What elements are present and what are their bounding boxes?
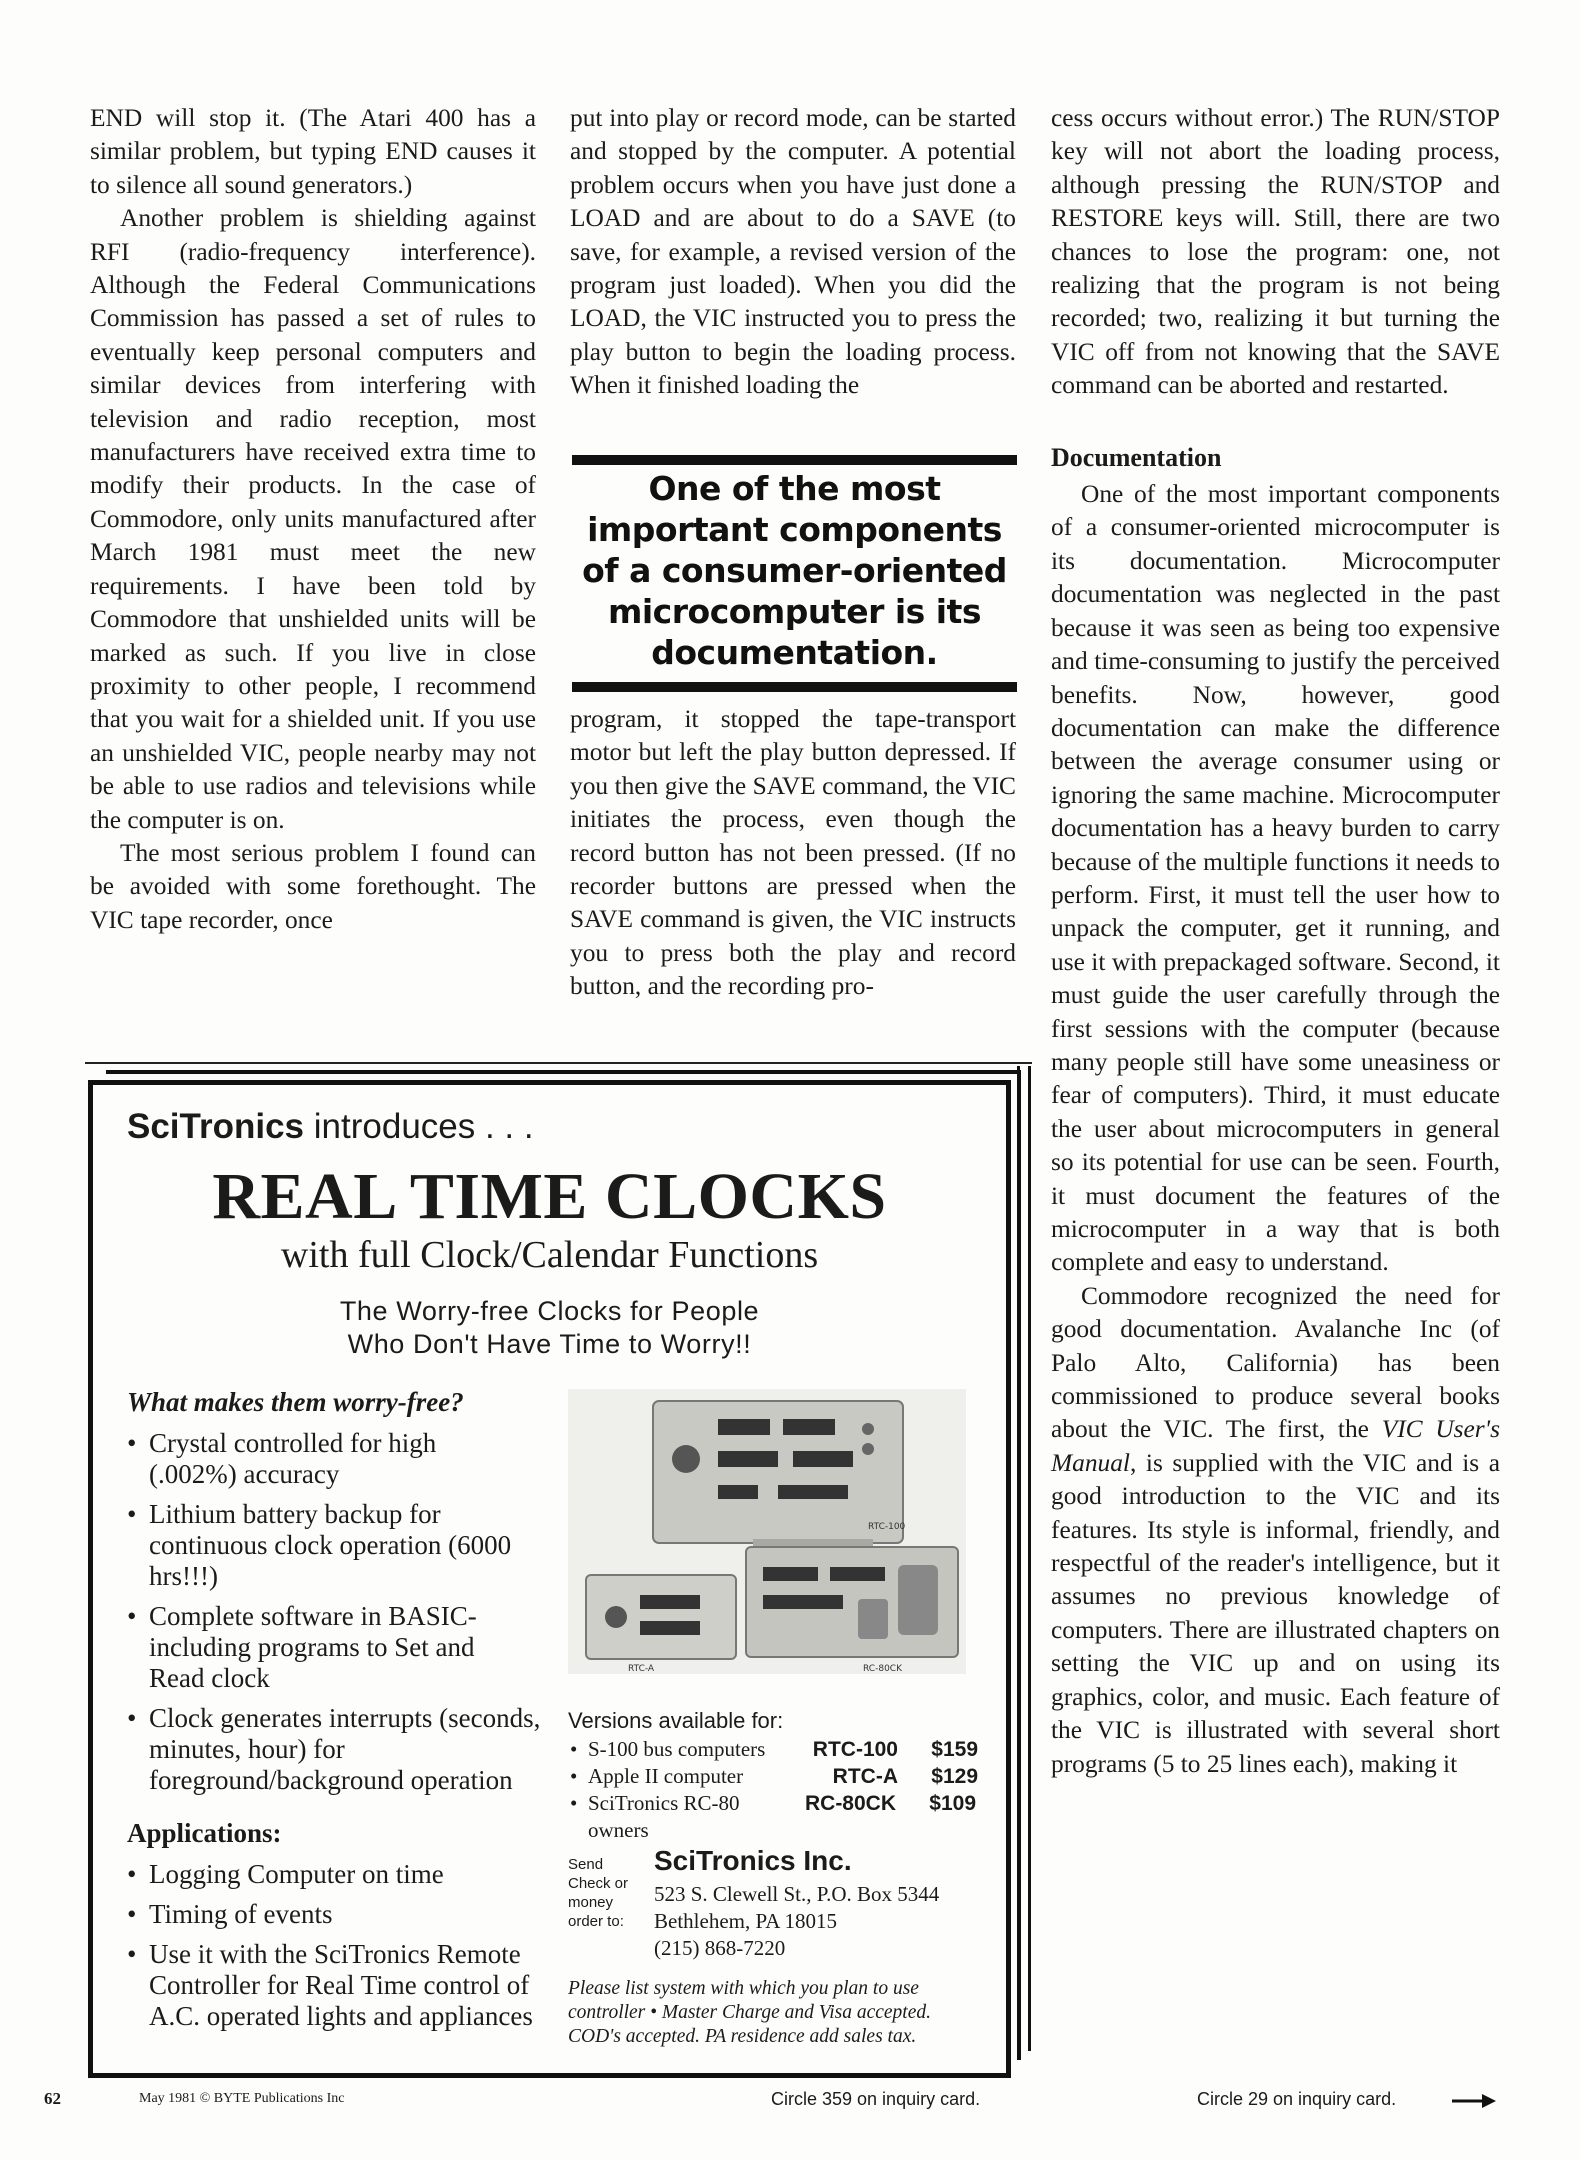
inquiry-note-ad: Circle 359 on inquiry card.: [771, 2089, 981, 2109]
ad-feature-list: [127, 1387, 617, 2041]
order-note: Please list system with which you plan to use controller • Master Charge and Visa accepted. COD's accepted. PA residence add sales tax.: [568, 1978, 931, 2047]
board-label: RC-80CK: [863, 1664, 902, 1674]
application-item: • Logging Computer on time: [127, 1859, 617, 1890]
company-name: SciTronics Inc.: [654, 1845, 852, 1876]
ad-top-rule: [85, 1062, 1032, 1064]
feature-item: • Lithium battery backup for continuous clock operation (6000 hrs!!!): [127, 1499, 549, 1592]
paragraph: put into play or record mode, can be started and stopped by the computer. A potential problem occurs when you have just done a LOAD and are about to do a SAVE (to save, for example, a revised version of the program just loaded). When you did the LOAD, the VIC instructed you to press the play button to begin the loading process. When it finished loading the: [570, 104, 1016, 400]
arrow-right-icon: [1452, 2091, 1496, 2111]
inquiry-note-next: Circle 29 on inquiry card.: [1197, 2089, 1397, 2109]
article-column-2-bottom: [570, 703, 1016, 1004]
feature-item: • Complete software in BASIC- including programs to Set and Read clock: [127, 1601, 479, 1694]
applications-heading: Applications:: [127, 1818, 282, 1848]
version-row: • S-100 bus computers RTC-100 $159: [568, 1736, 978, 1763]
versions-heading: Versions available for:: [568, 1708, 784, 1733]
book-title: VIC User's Manual: [1051, 1415, 1500, 1477]
paragraph: The most serious problem I found can be avoided with some forethought. The VIC tape recorder, once: [90, 838, 536, 934]
pull-quote-rule-bottom: [572, 682, 1017, 692]
paragraph: END will stop it. (The Atari 400 has a similar problem, but typing END causes it to silence all sound generators.): [90, 104, 536, 199]
feature-item: • Clock generates interrupts (seconds, minutes, hour) for foreground/background operation: [127, 1703, 569, 1796]
board-rc-80ck: [746, 1547, 958, 1674]
scitronics-advertisement: [88, 1080, 1011, 2078]
board-label: RTC-A: [628, 1664, 655, 1674]
paragraph: Another problem is shielding against RFI (radio-frequency interference). Although the Federal Communications Commission has passed a set of rules to eventually keep personal computers and similar devices from interfering with television and radio reception, most manufacturers have received extra time to modify their products. In the case of Commodore, only units manufactured after March 1981 must meet the new requirements. I have been told by Commodore that unshielded units will be marked as such. If you live in close proximity to other people, I recommend that you wait for a shielded unit. If you use an unshielded VIC, people nearby may not be able to use radios and televisions while the computer is on.: [90, 204, 536, 834]
ad-intro-suffix: introduces . . .: [313, 1107, 534, 1146]
ad-side-rule: [1017, 1066, 1031, 2051]
paragraph: program, it stopped the tape-transport motor but left the play button depressed. If you then give the SAVE command, the VIC initiates the process, even though the record button has not been pressed. (If no recorder buttons are pressed when the SAVE command is given, the VIC instructs you to press both the play and record button, and the recording pro-: [570, 705, 1016, 1001]
board-rtc-a: [586, 1575, 736, 1674]
feature-item: • Crystal controlled for high (.002%) accuracy: [127, 1428, 479, 1490]
application-item: • Timing of events: [127, 1899, 617, 1930]
versions-table: [568, 1707, 978, 1844]
company-address: 523 S. Clewell St., P.O. Box 5344 Bethlehem, PA 18015 (215) 868-7220: [654, 1882, 940, 1960]
ad-subtitle: with full Clock/Calendar Functions: [280, 1234, 819, 1276]
application-item: • Use it with the SciTronics Remote Controller for Real Time control of A.C. operated lights and appliances: [127, 1939, 569, 2032]
pull-quote: One of the most important components of a consumer-oriented microcomputer is its documentation.: [582, 469, 1007, 672]
board-rtc-100: [653, 1401, 906, 1549]
ad-tagline: The Worry-free Clocks for People Who Don't Have Time to Worry!!: [339, 1296, 760, 1359]
page-number: 62: [44, 2089, 61, 2108]
paragraph: One of the most important components of a consumer-oriented microcomputer is its documentation. Microcomputer documentation was neglected in the past because it was seen as being too expensive and time-consuming to justify the perceived benefits. Now, however, good documentation can make the difference between the average consumer using or ignoring the same machine. Microcomputer documentation has a heavy burden to carry because of the multiple functions it needs to perform. First, it must tell the user how to unpack the computer, get it running, and use it with prepackaged software. Second, it must guide the user carefully through the first sessions with the computer (because many people still have some uneasiness or fear of computers). Third, it must educate the user about microcomputers in general so its potential for use can be seen. Fourth, it must document the features of the microcomputer in a way that is both complete and easy to understand.: [1051, 480, 1500, 1277]
paragraph: Commodore recognized the need for good documentation. Avalanche Inc (of Palo Alto, California) has been commissioned to produce several books about the VIC. The first, the VIC User's Manual, is supplied with the VIC and is a good introduction to the VIC and its features. Its style is informal, friendly, and respectful of the reader's intelligence, but it assumes no previous knowledge of computers. There are illustrated chapters on setting the VIC up and on using its graphics, color, and music. Each feature of the VIC is illustrated with several short programs (5 to 25 lines each), making it: [1051, 1281, 1500, 1778]
product-photo: [568, 1389, 966, 1674]
send-label: Send Check or money order to:: [568, 1856, 629, 1930]
board-label: RTC-100: [868, 1522, 906, 1532]
article-column-2-top: [570, 102, 1016, 403]
article-column-1: [90, 102, 536, 937]
features-heading: What makes them worry-free?: [127, 1387, 464, 1417]
paragraph: cess occurs without error.) The RUN/STOP key will not abort the loading process, although pressing the RUN/STOP and RESTORE keys will. Still, there are two chances to lose the program: one, not realizing that the program is not being recorded; two, realizing it but turning the VIC off from not knowing that the SAVE command can be aborted and restarted.: [1051, 104, 1500, 400]
ad-intro: [127, 1107, 534, 1147]
section-heading: Documentation: [1051, 442, 1222, 472]
ad-title: REAL TIME CLOCKS: [212, 1160, 887, 1233]
version-row: • SciTronics RC-80 owners RC-80CK $109: [568, 1790, 978, 1844]
circuit-boards-illustration: [568, 1389, 966, 1674]
issue-line: May 1981 © BYTE Publications Inc: [139, 2091, 345, 2106]
pull-quote-rule-top: [572, 455, 1017, 465]
article-column-3: [1051, 102, 1500, 1781]
brand-name: SciTronics: [127, 1107, 305, 1146]
version-row: • Apple II computer RTC-A $129: [568, 1763, 978, 1790]
